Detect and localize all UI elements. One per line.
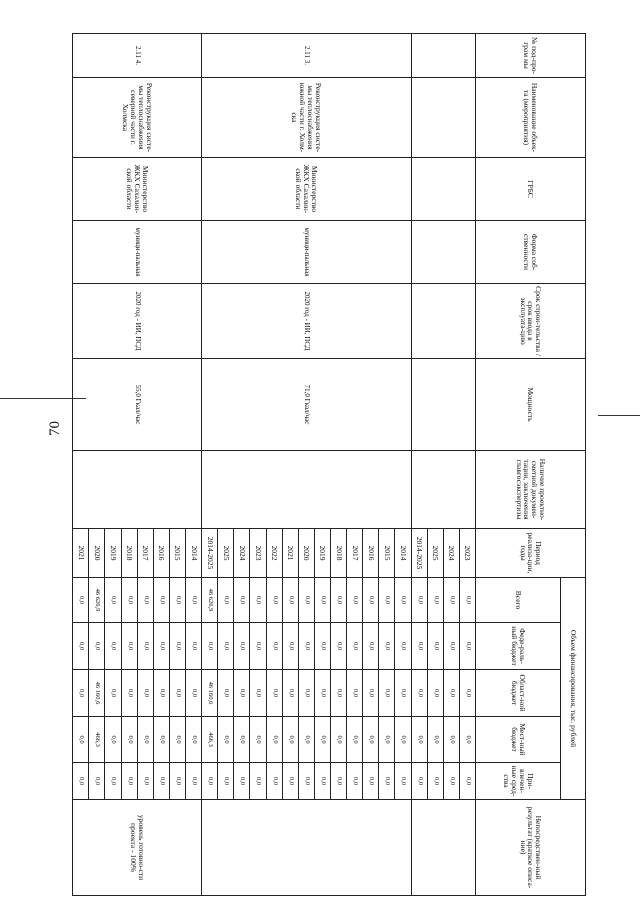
rotated-table-container — [72, 33, 586, 895]
continuation-design-doc-cell — [411, 451, 475, 529]
project-term-cell: 2020 год - ИИ, ПСД — [202, 284, 411, 359]
period-cell: 2019 — [314, 529, 330, 578]
period-cell: 2025 — [218, 529, 234, 578]
total-cell: 0,0 — [234, 578, 250, 623]
continuation-term-cell — [411, 284, 475, 359]
project-grbs-cell: Министерство ЖКХ Сахалин-ской области — [202, 158, 411, 221]
regional-cell: 0,0 — [250, 670, 266, 717]
period-cell: 2017 — [347, 529, 363, 578]
continuation-grbs-cell — [411, 158, 475, 221]
header-name: Наименование объек-та (мероприятия) — [476, 78, 586, 158]
federal-cell: 0,0 — [121, 623, 137, 670]
attracted-cell: 0,0 — [331, 763, 347, 800]
regional-cell: 46 160,6 — [89, 670, 105, 717]
regional-cell: 0,0 — [153, 670, 169, 717]
period-cell: 2014 — [186, 529, 202, 578]
regional-cell: 0,0 — [234, 670, 250, 717]
federal-cell: 0,0 — [411, 623, 427, 670]
total-cell: 0,0 — [411, 578, 427, 623]
period-cell: 2014-2025 — [411, 529, 427, 578]
regional-cell: 0,0 — [363, 670, 379, 717]
header-federal: Феде-раль-ный бюджет — [476, 623, 561, 670]
project-ownership-cell: муници-пальная — [202, 221, 411, 284]
period-cell: 2021 — [282, 529, 298, 578]
attracted-cell: 0,0 — [169, 763, 185, 800]
period-cell: 2023 — [250, 529, 266, 578]
project-design-doc-cell — [202, 451, 411, 529]
project-num-cell: 2.11 3. — [202, 34, 411, 78]
total-cell: 0,0 — [153, 578, 169, 623]
header-total: Всего — [476, 578, 561, 623]
regional-cell: 0,0 — [186, 670, 202, 717]
regional-cell: 0,0 — [379, 670, 395, 717]
regional-cell: 0,0 — [73, 670, 89, 717]
attracted-cell: 0,0 — [250, 763, 266, 800]
period-cell: 2016 — [363, 529, 379, 578]
regional-cell: 0,0 — [347, 670, 363, 717]
regional-cell: 0,0 — [137, 670, 153, 717]
continuation-result-cell — [411, 800, 475, 896]
attracted-cell: 0,0 — [459, 763, 475, 800]
attracted-cell: 0,0 — [363, 763, 379, 800]
regional-cell: 0,0 — [411, 670, 427, 717]
federal-cell: 0,0 — [282, 623, 298, 670]
period-cell: 2022 — [266, 529, 282, 578]
federal-cell: 0,0 — [443, 623, 459, 670]
local-cell: 0,0 — [121, 717, 137, 763]
federal-cell: 0,0 — [73, 623, 89, 670]
federal-cell: 0,0 — [105, 623, 121, 670]
attracted-cell: 0,0 — [443, 763, 459, 800]
header-attracted: При-влечен-ные сред-ства — [476, 763, 561, 800]
regional-cell: 0,0 — [121, 670, 137, 717]
period-cell: 2021 — [73, 529, 89, 578]
attracted-cell: 0,0 — [411, 763, 427, 800]
project-term-cell: 2020 год - ИИ, ПСД — [73, 284, 202, 359]
total-cell: 0,0 — [282, 578, 298, 623]
period-cell: 2015 — [379, 529, 395, 578]
period-cell: 2014 — [395, 529, 411, 578]
local-cell: 0,0 — [250, 717, 266, 763]
total-cell: 0,0 — [459, 578, 475, 623]
table-row — [186, 34, 202, 896]
continuation-name-cell — [411, 78, 475, 158]
period-cell: 2019 — [105, 529, 121, 578]
project-num-cell: 2.11 4. — [73, 34, 202, 78]
federal-cell: 0,0 — [379, 623, 395, 670]
attracted-cell: 0,0 — [89, 763, 105, 800]
header-capacity: Мощность — [476, 359, 586, 451]
total-cell: 0,0 — [363, 578, 379, 623]
federal-cell: 0,0 — [266, 623, 282, 670]
attracted-cell: 0,0 — [298, 763, 314, 800]
federal-cell: 0,0 — [153, 623, 169, 670]
local-cell: 0,0 — [266, 717, 282, 763]
local-cell: 0,0 — [411, 717, 427, 763]
local-cell: 0,0 — [282, 717, 298, 763]
period-cell: 2020 — [298, 529, 314, 578]
period-cell: 2017 — [137, 529, 153, 578]
header-funding-group: Объем финансирования, тыс. рублей — [561, 578, 586, 800]
attracted-cell: 0,0 — [314, 763, 330, 800]
total-cell: 0,0 — [105, 578, 121, 623]
attracted-cell: 0,0 — [282, 763, 298, 800]
local-cell: 0,0 — [347, 717, 363, 763]
attracted-cell: 0,0 — [186, 763, 202, 800]
attracted-cell: 0,0 — [202, 763, 218, 800]
project-result-cell — [202, 800, 411, 896]
total-cell: 0,0 — [218, 578, 234, 623]
local-cell: 0,0 — [234, 717, 250, 763]
total-cell: 46 626,9 — [202, 578, 218, 623]
header-regional: Област-ной бюджет — [476, 670, 561, 717]
total-cell: 0,0 — [250, 578, 266, 623]
total-cell: 0,0 — [427, 578, 443, 623]
attracted-cell: 0,0 — [105, 763, 121, 800]
federal-cell: 0,0 — [202, 623, 218, 670]
header-local: Мест-ный бюджет — [476, 717, 561, 763]
regional-cell: 0,0 — [331, 670, 347, 717]
project-name-cell: Реконструкция систе-мы теплоснабжения южной части г. Холм-ска — [202, 78, 411, 158]
local-cell: 0,0 — [395, 717, 411, 763]
local-cell: 0,0 — [73, 717, 89, 763]
total-cell: 46 626,9 — [89, 578, 105, 623]
local-cell: 0,0 — [314, 717, 330, 763]
regional-cell: 0,0 — [218, 670, 234, 717]
federal-cell: 0,0 — [186, 623, 202, 670]
total-cell: 0,0 — [314, 578, 330, 623]
local-cell: 0,0 — [218, 717, 234, 763]
continuation-num-cell — [411, 34, 475, 78]
period-cell: 2015 — [169, 529, 185, 578]
attracted-cell: 0,0 — [379, 763, 395, 800]
attracted-cell: 0,0 — [121, 763, 137, 800]
local-cell: 0,0 — [137, 717, 153, 763]
period-cell: 2018 — [331, 529, 347, 578]
local-cell: 0,0 — [186, 717, 202, 763]
table-row — [395, 34, 411, 896]
period-cell: 2025 — [427, 529, 443, 578]
local-cell: 0,0 — [459, 717, 475, 763]
period-cell: 2020 — [89, 529, 105, 578]
table-body — [73, 34, 476, 896]
regional-cell: 0,0 — [427, 670, 443, 717]
regional-cell: 0,0 — [105, 670, 121, 717]
header-num: № под-про-грам мы — [476, 34, 586, 78]
total-cell: 0,0 — [395, 578, 411, 623]
federal-cell: 0,0 — [298, 623, 314, 670]
total-cell: 0,0 — [169, 578, 185, 623]
federal-cell: 0,0 — [218, 623, 234, 670]
total-cell: 0,0 — [186, 578, 202, 623]
project-design-doc-cell — [73, 451, 202, 529]
regional-cell: 0,0 — [443, 670, 459, 717]
total-cell: 0,0 — [137, 578, 153, 623]
attracted-cell: 0,0 — [347, 763, 363, 800]
attracted-cell: 0,0 — [73, 763, 89, 800]
federal-cell: 0,0 — [137, 623, 153, 670]
federal-cell: 0,0 — [459, 623, 475, 670]
total-cell: 0,0 — [73, 578, 89, 623]
funding-table — [72, 33, 586, 896]
local-cell: 0,0 — [427, 717, 443, 763]
local-cell: 0,0 — [105, 717, 121, 763]
continuation-ownership-cell — [411, 221, 475, 284]
federal-cell: 0,0 — [314, 623, 330, 670]
period-cell: 2024 — [234, 529, 250, 578]
federal-cell: 0,0 — [395, 623, 411, 670]
local-cell: 0,0 — [363, 717, 379, 763]
project-capacity-cell: 71,0 Гкал/час — [202, 359, 411, 451]
total-cell: 0,0 — [298, 578, 314, 623]
right-margin-rule — [598, 415, 640, 416]
header-grbs: ГРБС — [476, 158, 586, 221]
table-row — [459, 34, 475, 896]
header-period: Период реализа-ции, годы — [476, 529, 586, 578]
total-cell: 0,0 — [121, 578, 137, 623]
regional-cell: 0,0 — [395, 670, 411, 717]
project-result-cell: уровень готовно-сти проекта - 100% — [73, 800, 202, 896]
page-number: 70 — [47, 421, 63, 436]
regional-cell: 0,0 — [282, 670, 298, 717]
total-cell: 0,0 — [379, 578, 395, 623]
local-cell: 466,3 — [89, 717, 105, 763]
project-name-cell: Реконструкция систе-мы теплоснабжения северной части г. Холмска — [73, 78, 202, 158]
federal-cell: 0,0 — [89, 623, 105, 670]
period-cell: 2018 — [121, 529, 137, 578]
attracted-cell: 0,0 — [427, 763, 443, 800]
continuation-capacity-cell — [411, 359, 475, 451]
federal-cell: 0,0 — [331, 623, 347, 670]
attracted-cell: 0,0 — [153, 763, 169, 800]
project-capacity-cell: 55,0 Гкал/час — [73, 359, 202, 451]
regional-cell: 0,0 — [298, 670, 314, 717]
total-cell: 0,0 — [331, 578, 347, 623]
total-cell: 0,0 — [266, 578, 282, 623]
federal-cell: 0,0 — [234, 623, 250, 670]
regional-cell: 46 160,6 — [202, 670, 218, 717]
header-design-doc: Наличие проектно-сметной докумен-тации, заключения главгосэкспертизы — [476, 451, 586, 529]
total-cell: 0,0 — [443, 578, 459, 623]
federal-cell: 0,0 — [169, 623, 185, 670]
local-cell: 0,0 — [443, 717, 459, 763]
regional-cell: 0,0 — [266, 670, 282, 717]
federal-cell: 0,0 — [347, 623, 363, 670]
federal-cell: 0,0 — [363, 623, 379, 670]
regional-cell: 0,0 — [169, 670, 185, 717]
local-cell: 466,3 — [202, 717, 218, 763]
regional-cell: 0,0 — [314, 670, 330, 717]
federal-cell: 0,0 — [250, 623, 266, 670]
project-grbs-cell: Министерство ЖКХ Сахалин-ской области — [73, 158, 202, 221]
federal-cell: 0,0 — [427, 623, 443, 670]
header-term: Срок строи-тельства / срок ввода в эксплуата-цию — [476, 284, 586, 359]
header-ownership: Форма соб-ственности — [476, 221, 586, 284]
period-cell: 2014-2025 — [202, 529, 218, 578]
attracted-cell: 0,0 — [395, 763, 411, 800]
project-ownership-cell: муници-пальная — [73, 221, 202, 284]
period-cell: 2023 — [459, 529, 475, 578]
header-result: Непосредствен-ный результат (краткое описа-ние) — [476, 800, 586, 896]
local-cell: 0,0 — [298, 717, 314, 763]
period-cell: 2016 — [153, 529, 169, 578]
attracted-cell: 0,0 — [218, 763, 234, 800]
local-cell: 0,0 — [379, 717, 395, 763]
attracted-cell: 0,0 — [234, 763, 250, 800]
regional-cell: 0,0 — [459, 670, 475, 717]
attracted-cell: 0,0 — [266, 763, 282, 800]
period-cell: 2024 — [443, 529, 459, 578]
attracted-cell: 0,0 — [137, 763, 153, 800]
local-cell: 0,0 — [169, 717, 185, 763]
local-cell: 0,0 — [331, 717, 347, 763]
total-cell: 0,0 — [347, 578, 363, 623]
local-cell: 0,0 — [153, 717, 169, 763]
